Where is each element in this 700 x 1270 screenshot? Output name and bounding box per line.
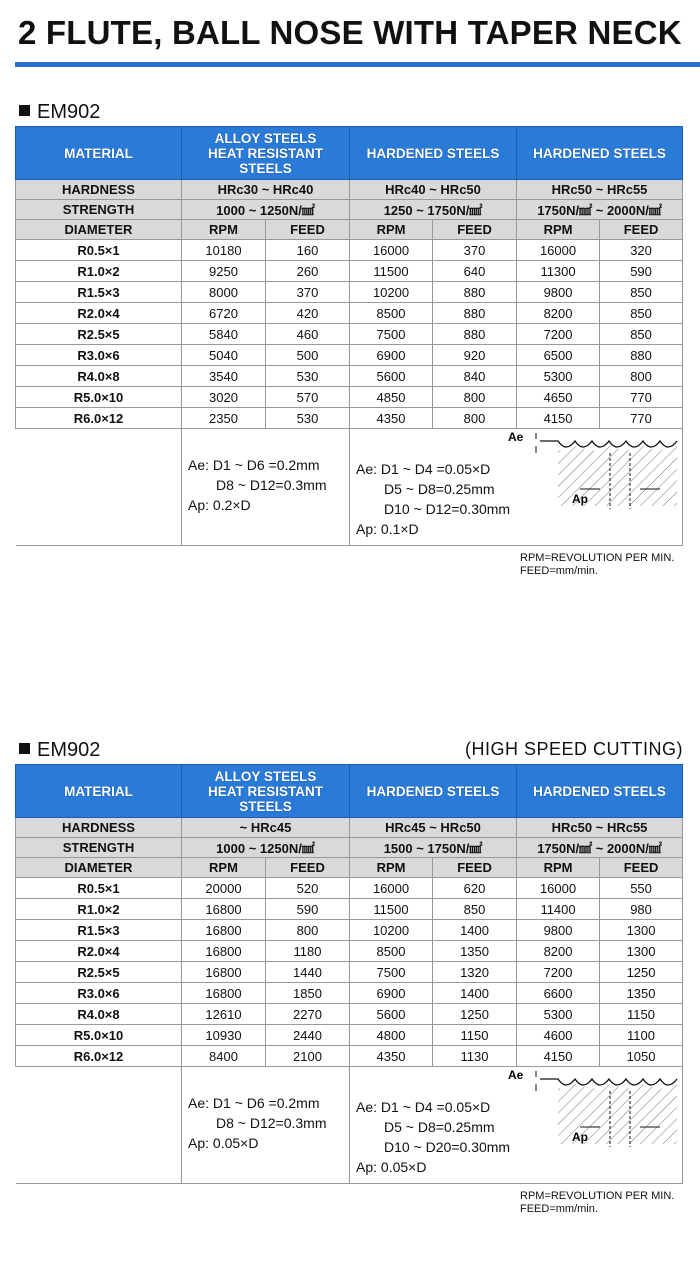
strength-row: STRENGTH 1000 ~ 1250N/㎟ 1250 ~ 1750N/㎟ 1750N/㎟ ~ 2000N/㎟ [16, 200, 683, 220]
feed-cell: 1250 [600, 962, 683, 983]
feed-cell: 420 [266, 303, 350, 324]
rpm-cell: 10180 [182, 240, 266, 261]
table-row [16, 345, 683, 366]
table-header-row [16, 127, 683, 180]
rpm-cell: 12610 [182, 1004, 266, 1025]
ap-label: Ap [572, 492, 589, 506]
feed-cell: 370 [433, 240, 517, 261]
feed-cell: 800 [266, 920, 350, 941]
rpm-cell: 9800 [517, 920, 600, 941]
section-code: EM902 [19, 739, 100, 762]
feed-cell: 840 [433, 366, 517, 387]
hardened-steels-header-2: HARDENED STEELS [517, 127, 683, 180]
feed-cell: 880 [600, 345, 683, 366]
rpm-cell: 16800 [182, 983, 266, 1004]
ae-label: Ae [508, 431, 524, 444]
feed-cell: 530 [266, 408, 350, 429]
notes-row [16, 429, 683, 546]
section-code: EM902 [19, 101, 100, 124]
diameter-cell: R6.0×12 [16, 408, 182, 429]
rpm-cell: 7500 [350, 962, 433, 983]
table-row [16, 240, 683, 261]
rpm-cell: 11400 [517, 899, 600, 920]
feed-cell: 1850 [266, 983, 350, 1004]
rpm-cell: 4350 [350, 1046, 433, 1067]
rpm-cell: 6500 [517, 345, 600, 366]
rpm-cell: 5040 [182, 345, 266, 366]
feed-cell: 880 [433, 324, 517, 345]
feed-cell: 500 [266, 345, 350, 366]
feed-cell: 1130 [433, 1046, 517, 1067]
feed-cell: 1050 [600, 1046, 683, 1067]
diameter-cell: R0.5×1 [16, 240, 182, 261]
feed-cell: 1300 [600, 941, 683, 962]
diameter-cell: R2.5×5 [16, 324, 182, 345]
rpm-cell: 16000 [517, 240, 600, 261]
rpm-cell: 16800 [182, 962, 266, 983]
feed-cell: 1400 [433, 983, 517, 1004]
subheader-row: DIAMETER RPM FEED RPM FEED RPM FEED [16, 220, 683, 240]
diameter-cell: R6.0×12 [16, 1046, 182, 1067]
rpm-cell: 7500 [350, 324, 433, 345]
feed-cell: 770 [600, 408, 683, 429]
rpm-cell: 11500 [350, 899, 433, 920]
feed-cell: 1150 [433, 1025, 517, 1046]
table-row [16, 303, 683, 324]
feed-cell: 980 [600, 899, 683, 920]
ae-ap-diagram [500, 431, 685, 513]
diameter-cell: R2.5×5 [16, 962, 182, 983]
cutting-conditions-section-standard [15, 98, 685, 578]
rpm-cell: 11300 [517, 261, 600, 282]
alloy-steels-header: ALLOY STEELS HEAT RESISTANT STEELS [182, 127, 350, 180]
rpm-cell: 4850 [350, 387, 433, 408]
table-row [16, 941, 683, 962]
feed-cell: 850 [600, 303, 683, 324]
rpm-cell: 6600 [517, 983, 600, 1004]
strength-row: STRENGTH 1000 ~ 1250N/㎟ 1500 ~ 1750N/㎟ 1750N/㎟ ~ 2000N/㎟ [16, 838, 683, 858]
diameter-cell: R3.0×6 [16, 345, 182, 366]
hardness-row: HARDNESS ~ HRc45 HRc45 ~ HRc50 HRc50 ~ HRc55 [16, 818, 683, 838]
table-row [16, 324, 683, 345]
diameter-cell: R1.5×3 [16, 920, 182, 941]
feed-cell: 1400 [433, 920, 517, 941]
rpm-cell: 3540 [182, 366, 266, 387]
rpm-cell: 5600 [350, 366, 433, 387]
rpm-cell: 11500 [350, 261, 433, 282]
table-row [16, 962, 683, 983]
square-bullet-icon [19, 105, 30, 116]
feed-cell: 850 [600, 282, 683, 303]
feed-cell: 370 [266, 282, 350, 303]
rpm-cell: 8400 [182, 1046, 266, 1067]
feed-cell: 1350 [433, 941, 517, 962]
notes-alloy: Ae: D1 ~ D6 =0.2mm D8 ~ D12=0.3mm Ap: 0.05×D [182, 1067, 350, 1184]
feed-cell: 620 [433, 878, 517, 899]
material-header: MATERIAL [16, 127, 182, 180]
ae-label: Ae [508, 1069, 524, 1082]
footnote: RPM=REVOLUTION PER MIN. FEED=mm/min. [520, 552, 675, 577]
feed-cell: 520 [266, 878, 350, 899]
table-row [16, 1046, 683, 1067]
page-title: 2 FLUTE, BALL NOSE WITH TAPER NECK [18, 14, 682, 51]
notes-hardened: Ae: D1 ~ D4 =0.05×D D5 ~ D8=0.25mm D10 ~ D20=0.30mm Ap: 0.05×D Ae Ap [350, 1067, 683, 1184]
rpm-cell: 4800 [350, 1025, 433, 1046]
feed-cell: 320 [600, 240, 683, 261]
rpm-cell: 8500 [350, 941, 433, 962]
diameter-cell: R0.5×1 [16, 878, 182, 899]
feed-cell: 570 [266, 387, 350, 408]
table-row [16, 1004, 683, 1025]
subheader-row: DIAMETER RPM FEED RPM FEED RPM FEED [16, 858, 683, 878]
feed-cell: 920 [433, 345, 517, 366]
table-row [16, 261, 683, 282]
ap-label: Ap [572, 1130, 589, 1144]
diameter-cell: R4.0×8 [16, 366, 182, 387]
notes-row [16, 1067, 683, 1184]
rpm-cell: 9250 [182, 261, 266, 282]
feed-cell: 1320 [433, 962, 517, 983]
feed-cell: 800 [600, 366, 683, 387]
feed-cell: 1440 [266, 962, 350, 983]
diameter-cell: R5.0×10 [16, 1025, 182, 1046]
hardness-row: HARDNESS HRc30 ~ HRc40 HRc40 ~ HRc50 HRc50 ~ HRc55 [16, 180, 683, 200]
rpm-cell: 7200 [517, 962, 600, 983]
diameter-cell: R1.0×2 [16, 261, 182, 282]
diameter-cell: R2.0×4 [16, 303, 182, 324]
feed-cell: 850 [433, 899, 517, 920]
rpm-cell: 6900 [350, 345, 433, 366]
table-row [16, 1025, 683, 1046]
title-rule [15, 62, 700, 67]
feed-cell: 530 [266, 366, 350, 387]
cutting-conditions-section-high-speed [15, 736, 685, 1216]
feed-cell: 640 [433, 261, 517, 282]
feed-cell: 1250 [433, 1004, 517, 1025]
material-header: MATERIAL [16, 765, 182, 818]
rpm-cell: 10930 [182, 1025, 266, 1046]
feed-cell: 550 [600, 878, 683, 899]
ae-ap-diagram [500, 1069, 685, 1151]
diameter-cell: R2.0×4 [16, 941, 182, 962]
feed-cell: 2100 [266, 1046, 350, 1067]
diameter-cell: R5.0×10 [16, 387, 182, 408]
rpm-cell: 6900 [350, 983, 433, 1004]
cutting-conditions-table [15, 126, 683, 546]
feed-cell: 800 [433, 408, 517, 429]
diameter-cell: R1.5×3 [16, 282, 182, 303]
feed-cell: 880 [433, 282, 517, 303]
notes-hardened: Ae: D1 ~ D4 =0.05×D D5 ~ D8=0.25mm D10 ~ D12=0.30mm Ap: 0.1×D Ae Ap [350, 429, 683, 546]
rpm-cell: 6720 [182, 303, 266, 324]
notes-alloy: Ae: D1 ~ D6 =0.2mm D8 ~ D12=0.3mm Ap: 0.2×D [182, 429, 350, 546]
rpm-cell: 4150 [517, 1046, 600, 1067]
feed-cell: 590 [266, 899, 350, 920]
rpm-cell: 4350 [350, 408, 433, 429]
feed-cell: 1100 [600, 1025, 683, 1046]
table-row [16, 983, 683, 1004]
feed-cell: 800 [433, 387, 517, 408]
square-bullet-icon [19, 743, 30, 754]
cutting-conditions-table [15, 764, 683, 1184]
feed-cell: 2440 [266, 1025, 350, 1046]
rpm-cell: 16000 [350, 878, 433, 899]
rpm-cell: 8500 [350, 303, 433, 324]
feed-cell: 1300 [600, 920, 683, 941]
rpm-cell: 5300 [517, 366, 600, 387]
rpm-cell: 10200 [350, 920, 433, 941]
rpm-cell: 8000 [182, 282, 266, 303]
table-row [16, 366, 683, 387]
feed-cell: 850 [600, 324, 683, 345]
rpm-cell: 5840 [182, 324, 266, 345]
rpm-cell: 16800 [182, 941, 266, 962]
feed-cell: 1180 [266, 941, 350, 962]
feed-cell: 1350 [600, 983, 683, 1004]
table-row [16, 408, 683, 429]
table-row [16, 878, 683, 899]
table-row [16, 282, 683, 303]
table-row [16, 899, 683, 920]
footnote: RPM=REVOLUTION PER MIN. FEED=mm/min. [520, 1190, 675, 1215]
section-note: (HIGH SPEED CUTTING) [464, 739, 683, 759]
rpm-cell: 16800 [182, 920, 266, 941]
feed-cell: 160 [266, 240, 350, 261]
feed-cell: 460 [266, 324, 350, 345]
rpm-cell: 16800 [182, 899, 266, 920]
rpm-cell: 5600 [350, 1004, 433, 1025]
rpm-cell: 3020 [182, 387, 266, 408]
diameter-cell: R4.0×8 [16, 1004, 182, 1025]
rpm-cell: 9800 [517, 282, 600, 303]
rpm-cell: 20000 [182, 878, 266, 899]
rpm-cell: 8200 [517, 941, 600, 962]
rpm-cell: 7200 [517, 324, 600, 345]
hardened-steels-header-1: HARDENED STEELS [350, 765, 517, 818]
rpm-cell: 4650 [517, 387, 600, 408]
rpm-cell: 4150 [517, 408, 600, 429]
rpm-cell: 10200 [350, 282, 433, 303]
hardened-steels-header-1: HARDENED STEELS [350, 127, 517, 180]
table-row [16, 920, 683, 941]
rpm-cell: 2350 [182, 408, 266, 429]
diameter-cell: R1.0×2 [16, 899, 182, 920]
feed-cell: 1150 [600, 1004, 683, 1025]
rpm-cell: 16000 [517, 878, 600, 899]
feed-cell: 260 [266, 261, 350, 282]
feed-cell: 880 [433, 303, 517, 324]
rpm-cell: 4600 [517, 1025, 600, 1046]
feed-cell: 770 [600, 387, 683, 408]
hardened-steels-header-2: HARDENED STEELS [517, 765, 683, 818]
table-header-row [16, 765, 683, 818]
feed-cell: 590 [600, 261, 683, 282]
table-row [16, 387, 683, 408]
rpm-cell: 16000 [350, 240, 433, 261]
diameter-cell: R3.0×6 [16, 983, 182, 1004]
rpm-cell: 8200 [517, 303, 600, 324]
rpm-cell: 5300 [517, 1004, 600, 1025]
feed-cell: 2270 [266, 1004, 350, 1025]
alloy-steels-header: ALLOY STEELS HEAT RESISTANT STEELS [182, 765, 350, 818]
